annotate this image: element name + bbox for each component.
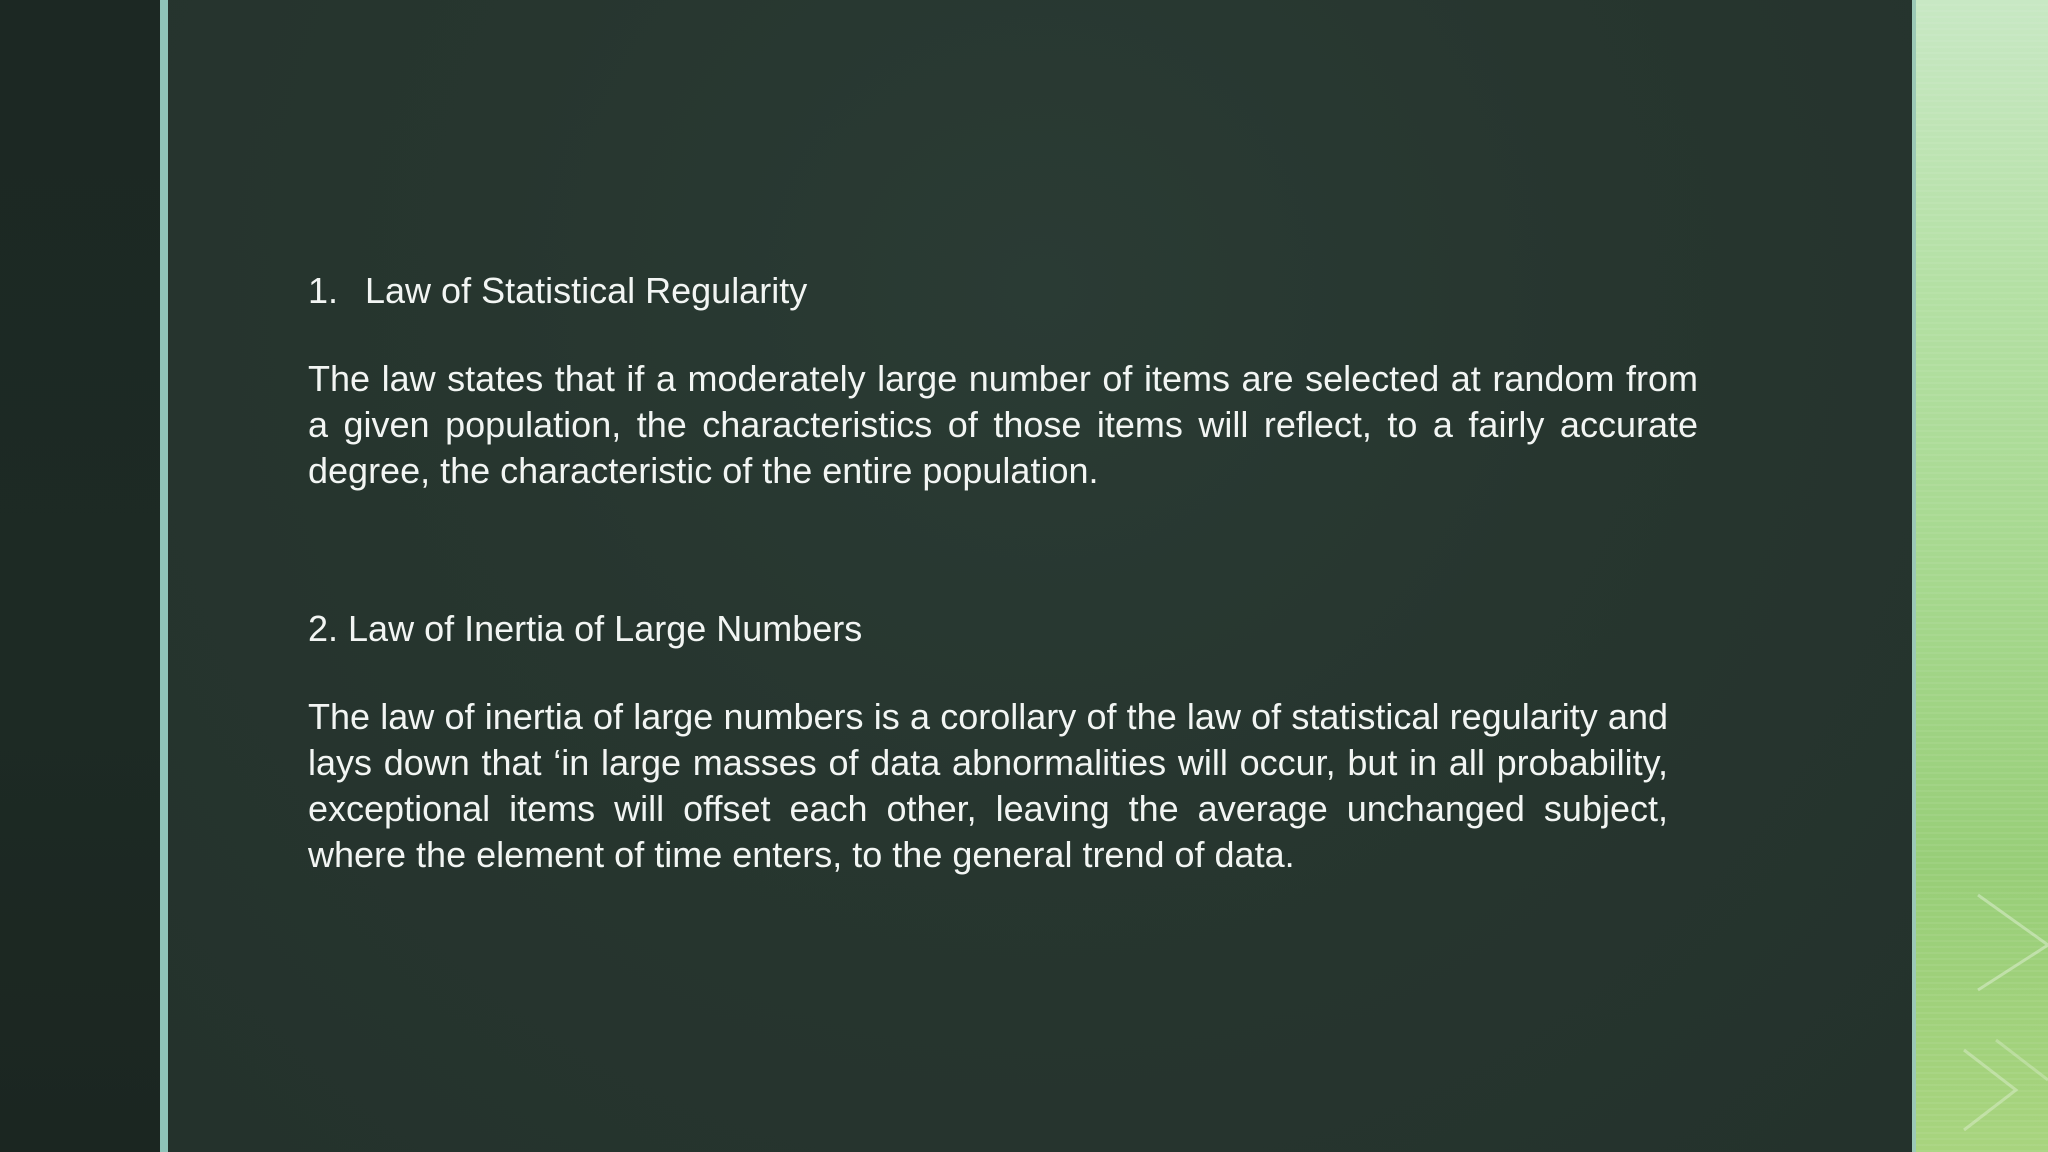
section-1-title: Law of Statistical Regularity: [365, 270, 808, 311]
slide-content: [308, 268, 1698, 878]
section-1-heading: [308, 268, 1698, 314]
right-side-strip: [1916, 0, 2048, 1152]
left-accent-line: [160, 0, 168, 1152]
chevron-outline-icon: [1916, 0, 2048, 1152]
section-1-body: The law states that if a moderately large number of items are selected at random from a given population, the characteristics of those items will reflect, to a fairly accurate degree, the characteristic of the entire population.: [308, 358, 1698, 491]
section-1-number: 1.: [308, 270, 339, 311]
left-side-strip: [0, 0, 160, 1152]
section-2-body: The law of inertia of large numbers is a corollary of the law of statistical regularity and lays down that ‘in large masses of data abnormalities will occur, but in all probability, exceptional items will offset each other, leaving the average unchanged subject, where the element of time enters, to the general trend of data.: [308, 696, 1668, 875]
section-2-heading: 2. Law of Inertia of Large Numbers: [308, 608, 863, 649]
